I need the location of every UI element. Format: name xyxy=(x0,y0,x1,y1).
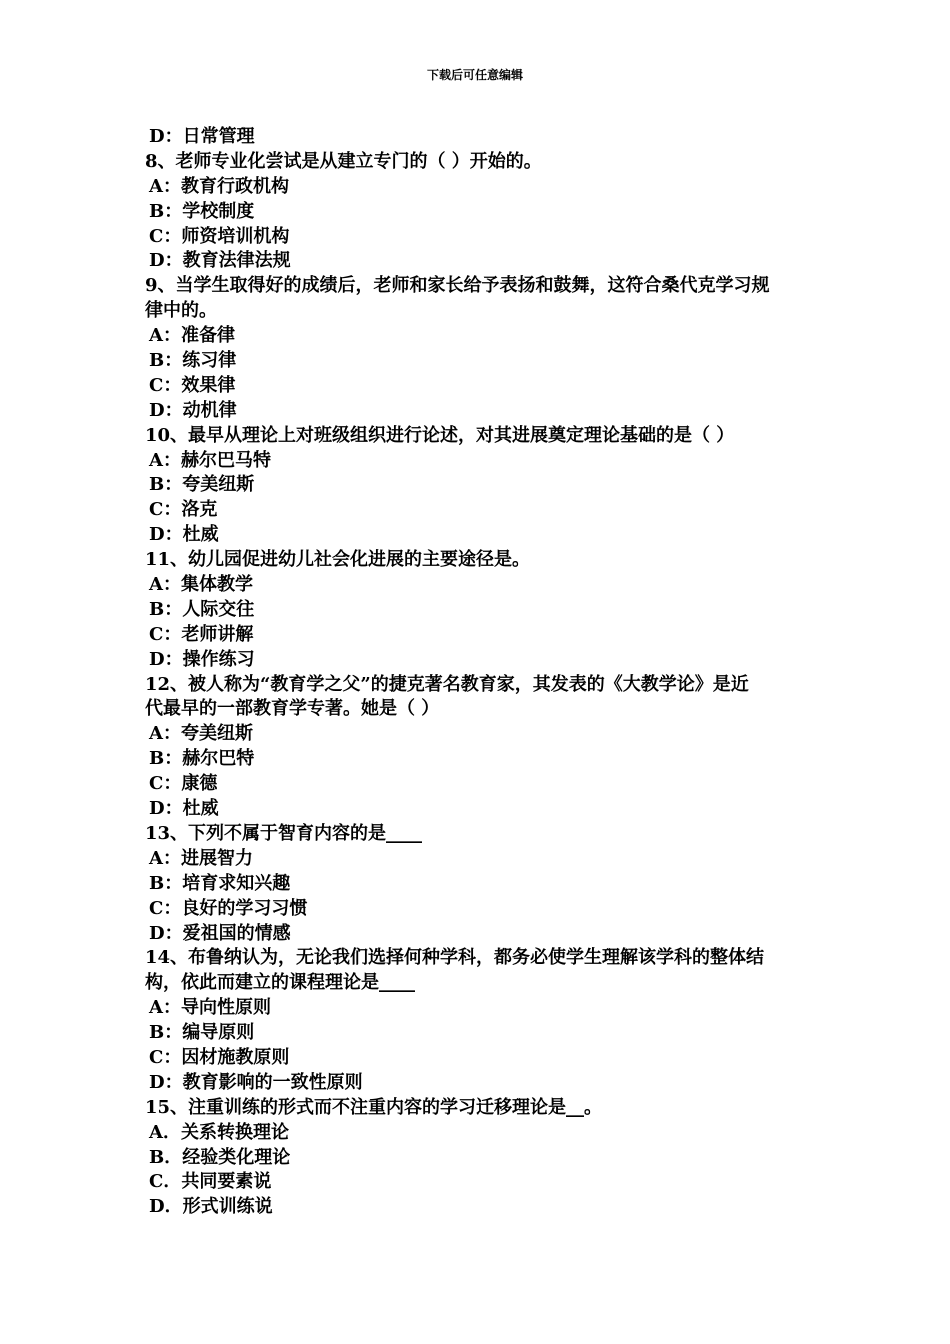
answer-option: D：日常管理 xyxy=(149,126,255,147)
answer-option: B：学校制度 xyxy=(149,200,255,222)
answer-option: A：集体教学 xyxy=(149,574,253,596)
answer-option: D．形式训练说 xyxy=(149,1196,273,1218)
answer-option: B：赫尔巴特 xyxy=(149,748,255,770)
answer-option: D：杜威 xyxy=(149,798,219,820)
answer-option: C．共同要素说 xyxy=(149,1171,272,1193)
answer-option: B：人际交往 xyxy=(149,598,255,620)
question-text: 10、最早从理论上对班级组织进行论述，对其进展奠定理论基础的是（ ） xyxy=(145,424,735,446)
answer-option: A．关系转换理论 xyxy=(149,1121,289,1143)
answer-option: B：培育求知兴趣 xyxy=(149,872,291,894)
question-text: 构，依此而建立的课程理论是____ xyxy=(145,972,415,994)
question-text: 13、下列不属于智育内容的是____ xyxy=(145,822,423,844)
answer-option: B．经验类化理论 xyxy=(149,1146,291,1168)
answer-option: D：教育影响的一致性原则 xyxy=(149,1071,363,1093)
answer-option: A：进展智力 xyxy=(149,847,253,869)
answer-option: C：康德 xyxy=(149,773,218,795)
answer-option: D：杜威 xyxy=(149,524,219,546)
question-text: 代最早的一部教育学专著。她是（ ） xyxy=(145,698,440,720)
answer-option: B：夸美纽斯 xyxy=(149,474,255,496)
answer-option: C：因材施教原则 xyxy=(149,1046,290,1068)
answer-option: D：操作练习 xyxy=(149,648,255,670)
question-text: 9、当学生取得好的成绩后，老师和家长给予表扬和鼓舞，这符合桑代克学习规 xyxy=(145,275,770,297)
answer-option: D：动机律 xyxy=(149,399,237,421)
answer-option: C：老师讲解 xyxy=(149,623,254,645)
answer-option: D：教育法律法规 xyxy=(149,250,291,272)
answer-option: A：夸美纽斯 xyxy=(149,723,253,745)
answer-option: A：赫尔巴马特 xyxy=(149,449,271,471)
answer-option: C：良好的学习习惯 xyxy=(149,897,308,919)
answer-option: C：效果律 xyxy=(149,374,236,396)
document-body xyxy=(145,125,815,1220)
answer-option: A：教育行政机构 xyxy=(149,175,289,197)
page-header: 下载后可任意编辑 xyxy=(426,68,523,82)
question-text: 11、幼儿园促进幼儿社会化进展的主要途径是。 xyxy=(145,549,531,571)
answer-option: D：爱祖国的情感 xyxy=(149,922,291,944)
question-text: 律中的。 xyxy=(145,300,217,322)
question-text: 8、老师专业化尝试是从建立专门的（ ）开始的。 xyxy=(145,150,542,172)
answer-option: B：编导原则 xyxy=(149,1022,255,1044)
answer-option: C：师资培训机构 xyxy=(149,225,290,247)
question-text: 12、被人称为“教育学之父”的捷克著名教育家，其发表的《大教学论》是近 xyxy=(145,673,749,695)
answer-option: A：导向性原则 xyxy=(149,997,271,1019)
answer-option: C：洛克 xyxy=(149,499,218,521)
answer-option: B：练习律 xyxy=(149,350,237,372)
question-text: 14、布鲁纳认为，无论我们选择何种学科，都务必使学生理解该学科的整体结 xyxy=(145,947,765,969)
answer-option: A：准备律 xyxy=(149,325,235,347)
question-text: 15、注重训练的形式而不注重内容的学习迁移理论是__。 xyxy=(145,1096,603,1118)
